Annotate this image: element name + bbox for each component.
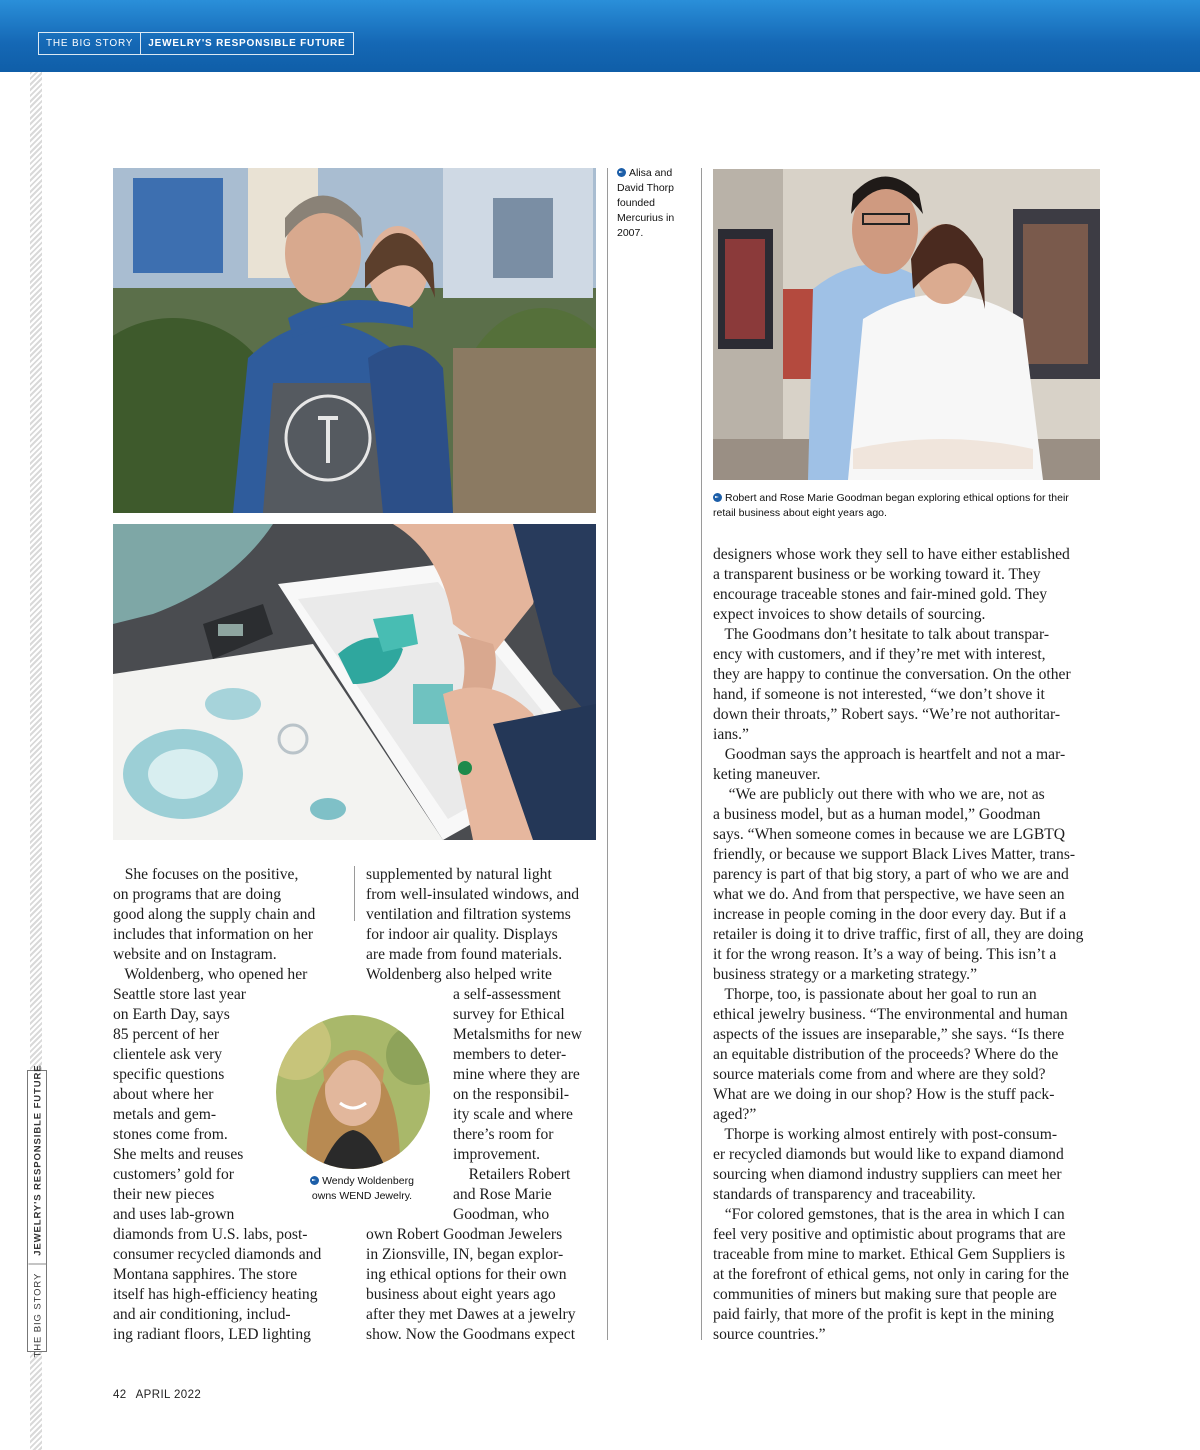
text-line: She focuses on the positive,	[113, 866, 299, 883]
issue-date: APRIL 2022	[135, 1389, 202, 1401]
photo-workbench-gemstones	[113, 524, 596, 840]
text-line: an equitable distribution of the proceeds? Where do the	[713, 1046, 1059, 1063]
text-line: a transparent business or be working toward it. They	[713, 566, 1041, 583]
text-line: Seattle store last year	[113, 986, 246, 1003]
text-line: customers’ gold for	[113, 1166, 234, 1183]
text-line: ity scale and where	[453, 1106, 573, 1123]
text-line: ians.”	[713, 726, 749, 743]
page-number: 42	[113, 1389, 127, 1401]
text-line: clientele ask very	[113, 1046, 223, 1063]
photo-goodmans	[713, 169, 1100, 480]
text-line: business about eight years ago	[366, 1286, 556, 1303]
text-line: improvement.	[453, 1146, 541, 1163]
text-line: are made from found materials.	[366, 946, 563, 963]
side-story-label: JEWELRY'S RESPONSIBLE FUTURE	[31, 1064, 43, 1256]
text-line: on the responsibil-	[453, 1086, 570, 1103]
column-rule	[354, 866, 355, 921]
text-line: friendly, or because we support Black Lives Matter, trans-	[713, 846, 1076, 863]
caption-wendy: Wendy Woldenberg owns WEND Jewelry.	[311, 1175, 414, 1202]
text-line: itself has high-efficiency heating	[113, 1286, 318, 1303]
text-line: on programs that are doing	[113, 886, 282, 903]
text-line: Retailers Robert	[453, 1166, 571, 1183]
text-line: and air conditioning, includ-	[113, 1306, 291, 1323]
text-line: standards of transparency and traceability.	[713, 1186, 976, 1203]
text-line: ventilation and filtration systems	[366, 906, 571, 923]
text-line: Woldenberg, who opened her	[113, 966, 308, 983]
section-label: THE BIG STORY	[46, 38, 134, 49]
text-line: Woldenberg also helped write	[366, 966, 552, 983]
text-line: sourcing when diamond industry suppliers can meet her	[713, 1166, 1062, 1183]
column-rule	[607, 168, 608, 1340]
article-column-right	[713, 545, 1083, 1345]
text-line: What are we doing in our shop? How is the stuff pack-	[713, 1086, 1055, 1103]
text-line: “For colored gemstones, that is the area in which I can	[713, 1206, 1065, 1223]
caption-arrow-icon	[713, 493, 722, 502]
side-section-label: THE BIG STORY	[31, 1272, 43, 1358]
column-rule	[701, 168, 702, 1340]
text-line: and Rose Marie	[453, 1186, 552, 1203]
text-line: retailer is doing it to drive traffic, first of all, they are doing	[713, 926, 1084, 943]
text-line: Montana sapphires. The store	[113, 1266, 298, 1283]
text-line: ing radiant floors, LED lighting	[113, 1326, 311, 1343]
text-line: for indoor air quality. Displays	[366, 926, 558, 943]
side-section-tab	[27, 1064, 47, 1358]
photo-wendy-woldenberg	[276, 1015, 430, 1169]
caption-thorps: Alisa and David Thorp founded Mercurius in 2007.	[617, 167, 675, 239]
caption-arrow-icon	[310, 1176, 319, 1185]
text-line: after they met Dawes at a jewelry	[366, 1306, 576, 1323]
caption-goodmans: Robert and Rose Marie Goodman began exploring ethical options for their retail business about eight years ago.	[713, 492, 1069, 519]
text-line: down their throats,” Robert says. “We’re not authoritar-	[713, 706, 1061, 723]
text-line: er recycled diamonds but would like to expand diamond	[713, 1146, 1064, 1163]
text-line: The Goodmans don’t hesitate to talk about transpar-	[713, 626, 1050, 643]
text-line: includes that information on her	[113, 926, 314, 943]
text-line: Goodman, who	[453, 1206, 550, 1223]
text-line: show. Now the Goodmans expect	[366, 1326, 576, 1343]
text-line: at the forefront of ethical gems, not only in caring for the	[713, 1266, 1069, 1283]
text-line: says. “When someone comes in because we are LGBTQ	[713, 826, 1066, 843]
text-line: in Zionsville, IN, began explor-	[366, 1246, 564, 1263]
text-line: parency is part of that big story, a part of who we are and	[713, 866, 1069, 883]
text-line: business strategy or a marketing strategy.”	[713, 966, 978, 983]
text-line: encourage traceable stones and fair-mined gold. They	[713, 586, 1048, 603]
text-line: Goodman says the approach is heartfelt and not a mar-	[713, 746, 1066, 763]
text-line: aged?”	[713, 1106, 757, 1123]
text-line: diamonds from U.S. labs, post-	[113, 1226, 308, 1243]
text-line: survey for Ethical	[453, 1006, 565, 1023]
text-line: good along the supply chain and	[113, 906, 316, 923]
text-line: there’s room for	[453, 1126, 554, 1143]
text-line: ethical jewelry business. “The environmental and human	[713, 1006, 1068, 1023]
text-line: website and on Instagram.	[113, 946, 277, 963]
text-line: expect invoices to show details of sourcing.	[713, 606, 986, 623]
header-bar	[0, 0, 1200, 72]
text-line: source countries.”	[713, 1326, 826, 1343]
text-line: traceable from mine to market. Ethical Gem Suppliers is	[713, 1246, 1066, 1263]
text-line: their new pieces	[113, 1186, 215, 1203]
text-line: Metalsmiths for new	[453, 1026, 583, 1043]
text-line: supplemented by natural light	[366, 866, 552, 883]
text-line: mine where they are	[453, 1066, 580, 1083]
text-line: Thorpe, too, is passionate about her goal to run an	[713, 986, 1037, 1003]
text-line: 85 percent of her	[113, 1026, 220, 1043]
photo-thorps	[113, 168, 596, 513]
text-line: ency with customers, and if they’re met with interest,	[713, 646, 1046, 663]
story-label: JEWELRY'S RESPONSIBLE FUTURE	[140, 33, 352, 54]
text-line: a self-assessment	[453, 986, 561, 1003]
breadcrumb	[38, 32, 354, 55]
text-line: consumer recycled diamonds and	[113, 1246, 322, 1263]
text-line: hand, if someone is not interested, “we don’t shove it	[713, 686, 1045, 703]
text-line: designers whose work they sell to have either established	[713, 546, 1070, 563]
text-line: metals and gem-	[113, 1106, 217, 1123]
text-line: ing ethical options for their own	[366, 1266, 567, 1283]
text-line: members to deter-	[453, 1046, 567, 1063]
text-line: keting maneuver.	[713, 766, 821, 783]
text-line: they are happy to continue the conversation. On the other	[713, 666, 1071, 683]
caption-arrow-icon	[617, 168, 626, 177]
text-line: from well-insulated windows, and	[366, 886, 580, 903]
text-line: aspects of the issues are inseparable,” she says. “Is there	[713, 1026, 1065, 1043]
text-line: “We are publicly out there with who we are, not as	[713, 786, 1045, 803]
text-line: increase in people coming in the door every day. But if a	[713, 906, 1067, 923]
text-line: about where her	[113, 1086, 214, 1103]
text-line: She melts and reuses	[113, 1146, 244, 1163]
text-line: what we do. And from that perspective, we have seen an	[713, 886, 1065, 903]
page-footer	[113, 1389, 201, 1401]
text-line: specific questions	[113, 1066, 225, 1083]
text-line: on Earth Day, says	[113, 1006, 230, 1023]
text-line: it for the wrong reason. It’s a way of being. This isn’t a	[713, 946, 1057, 963]
text-line: communities of miners but making sure that people are	[713, 1286, 1057, 1303]
text-line: source materials come from and where are they sold?	[713, 1066, 1046, 1083]
text-line: feel very positive and optimistic about programs that are	[713, 1226, 1066, 1243]
text-line: stones come from.	[113, 1126, 228, 1143]
text-line: Thorpe is working almost entirely with post-consum-	[713, 1126, 1058, 1143]
text-line: a business model, but as a human model,” Goodman	[713, 806, 1041, 823]
text-line: and uses lab-grown	[113, 1206, 235, 1223]
text-line: own Robert Goodman Jewelers	[366, 1226, 563, 1243]
text-line: paid fairly, that more of the profit is kept in the mining	[713, 1306, 1055, 1323]
